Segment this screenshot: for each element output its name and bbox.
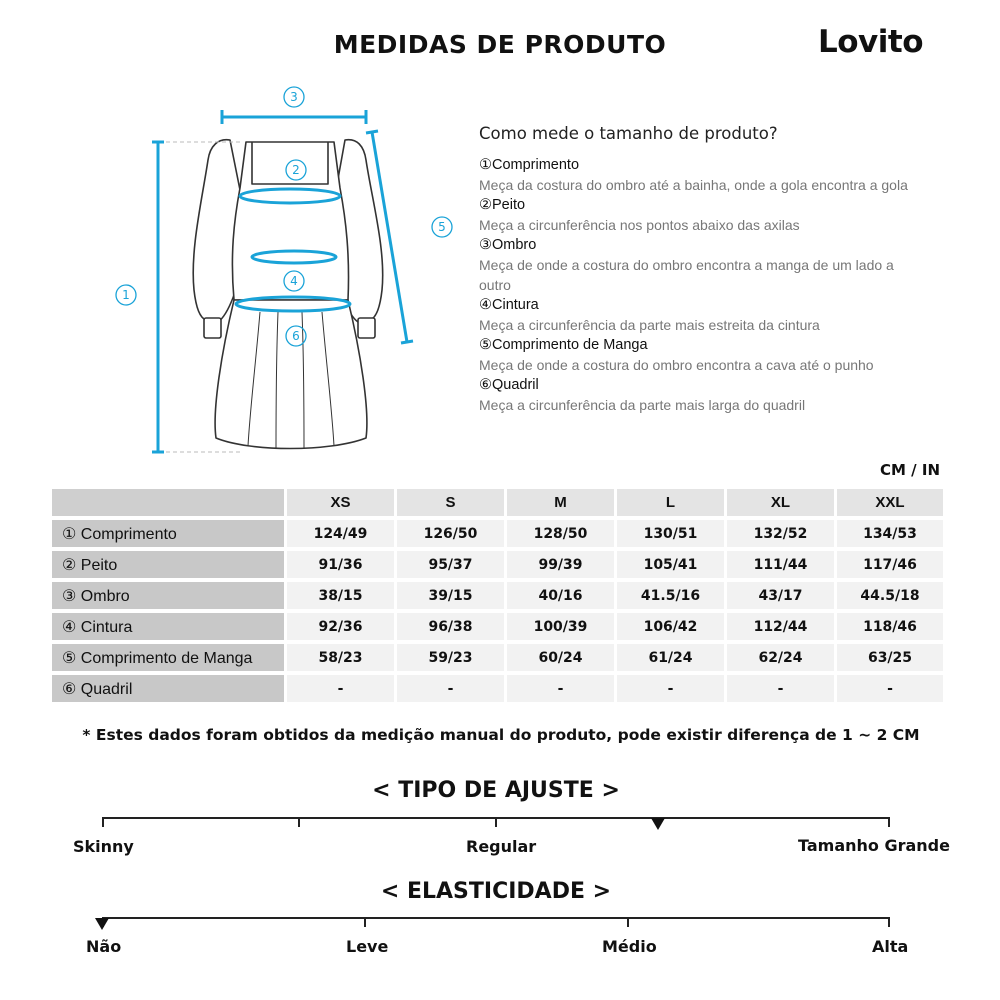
instruction-name: ⑤Comprimento de Manga xyxy=(479,337,648,353)
table-header-row xyxy=(52,489,946,520)
instruction-name: ②Peito xyxy=(479,197,526,213)
table-row xyxy=(52,520,946,551)
table-cell: 43/17 xyxy=(727,582,837,613)
dress-diagram xyxy=(90,80,460,470)
measurement-note: * Estes dados foram obtidos da medição manual do produto, pode existir diferença de 1 ~ 2 CM xyxy=(82,726,920,744)
table-cell: 112/44 xyxy=(727,613,837,644)
table-row xyxy=(52,675,946,706)
table-row xyxy=(52,582,946,613)
elasticity-scale-line xyxy=(102,917,890,919)
svg-text:4: 4 xyxy=(290,274,298,288)
row-label: ② Peito xyxy=(52,551,287,582)
table-cell: 117/46 xyxy=(837,551,946,582)
instruction-name: ⑥Quadril xyxy=(479,377,539,393)
table-cell: 44.5/18 xyxy=(837,582,946,613)
table-cell: 118/46 xyxy=(837,613,946,644)
table-cell: 96/38 xyxy=(397,613,507,644)
svg-text:6: 6 xyxy=(292,329,300,343)
row-label: ③ Ombro xyxy=(52,582,287,613)
table-cell: 124/49 xyxy=(287,520,397,551)
fit-tick xyxy=(888,817,890,827)
table-row xyxy=(52,644,946,675)
instructions-heading: Como mede o tamanho de produto? xyxy=(479,124,778,143)
table-cell: - xyxy=(837,675,946,706)
fit-marker-icon xyxy=(651,818,665,830)
table-corner-cell xyxy=(52,489,287,520)
table-cell: 134/53 xyxy=(837,520,946,551)
size-header: XL xyxy=(727,489,837,520)
row-label: ④ Cintura xyxy=(52,613,287,644)
table-cell: 58/23 xyxy=(287,644,397,675)
table-cell: 40/16 xyxy=(507,582,617,613)
table-cell: 106/42 xyxy=(617,613,727,644)
instruction-desc: Meça de onde a costura do ombro encontra a cava até o punho xyxy=(479,357,874,373)
instruction-name: ①Comprimento xyxy=(479,157,580,173)
elasticity-label-high: Alta xyxy=(872,937,909,956)
instruction-item xyxy=(479,155,919,195)
row-label: ⑤ Comprimento de Manga xyxy=(52,644,287,675)
elasticity-label-medium: Médio xyxy=(602,937,657,956)
fit-tick xyxy=(102,817,104,827)
size-header: XS xyxy=(287,489,397,520)
row-label: ① Comprimento xyxy=(52,520,287,551)
table-cell: 105/41 xyxy=(617,551,727,582)
table-cell: 91/36 xyxy=(287,551,397,582)
instruction-item xyxy=(479,195,919,235)
table-cell: - xyxy=(727,675,837,706)
table-cell: 59/23 xyxy=(397,644,507,675)
instruction-desc: Meça a circunferência nos pontos abaixo das axilas xyxy=(479,217,800,233)
svg-text:3: 3 xyxy=(290,90,298,104)
fit-title: < TIPO DE AJUSTE > xyxy=(372,778,620,803)
table-cell: 132/52 xyxy=(727,520,837,551)
instruction-item xyxy=(479,375,919,415)
size-header: S xyxy=(397,489,507,520)
instruction-name: ④Cintura xyxy=(479,297,539,313)
instruction-desc: Meça a circunferência da parte mais estreita da cintura xyxy=(479,317,820,333)
instruction-desc: Meça a circunferência da parte mais larga do quadril xyxy=(479,397,806,413)
row-label: ⑥ Quadril xyxy=(52,675,287,706)
elasticity-marker-icon xyxy=(95,918,109,930)
instruction-item xyxy=(479,295,919,335)
fit-tick xyxy=(298,817,300,827)
table-cell: - xyxy=(507,675,617,706)
table-cell: 95/37 xyxy=(397,551,507,582)
table-cell: 63/25 xyxy=(837,644,946,675)
instruction-item xyxy=(479,335,919,375)
size-header: M xyxy=(507,489,617,520)
measure-instructions xyxy=(479,124,919,415)
table-cell: 38/15 xyxy=(287,582,397,613)
table-cell: 99/39 xyxy=(507,551,617,582)
table-cell: 111/44 xyxy=(727,551,837,582)
table-row xyxy=(52,551,946,582)
table-cell: 39/15 xyxy=(397,582,507,613)
elasticity-label-none: Não xyxy=(86,937,122,956)
fit-tick xyxy=(495,817,497,827)
size-header: XXL xyxy=(837,489,946,520)
elasticity-tick xyxy=(888,917,890,927)
page-title: MEDIDAS DE PRODUTO xyxy=(333,30,667,59)
instruction-name: ③Ombro xyxy=(479,237,537,253)
table-cell: 128/50 xyxy=(507,520,617,551)
table-cell: - xyxy=(397,675,507,706)
table-cell: - xyxy=(287,675,397,706)
table-cell: 126/50 xyxy=(397,520,507,551)
table-row xyxy=(52,613,946,644)
svg-text:5: 5 xyxy=(438,220,446,234)
svg-text:2: 2 xyxy=(292,163,300,177)
table-cell: 92/36 xyxy=(287,613,397,644)
instruction-desc: Meça da costura do ombro até a bainha, onde a gola encontra a gola xyxy=(479,177,908,193)
table-cell: 100/39 xyxy=(507,613,617,644)
elasticity-label-light: Leve xyxy=(346,937,389,956)
fit-label-large: Tamanho Grande xyxy=(798,836,950,855)
elasticity-tick xyxy=(364,917,366,927)
size-header: L xyxy=(617,489,727,520)
instruction-desc: Meça de onde a costura do ombro encontra a manga de um lado a outro xyxy=(479,257,894,293)
svg-text:1: 1 xyxy=(122,288,130,302)
size-table xyxy=(52,489,946,706)
brand-logo: Lovito xyxy=(818,24,924,60)
fit-label-regular: Regular xyxy=(466,837,537,856)
table-cell: 62/24 xyxy=(727,644,837,675)
fit-label-skinny: Skinny xyxy=(73,837,134,856)
table-cell: 41.5/16 xyxy=(617,582,727,613)
table-cell: - xyxy=(617,675,727,706)
table-cell: 61/24 xyxy=(617,644,727,675)
table-cell: 60/24 xyxy=(507,644,617,675)
elasticity-tick xyxy=(627,917,629,927)
unit-label: CM / IN xyxy=(880,461,940,479)
elasticity-title: < ELASTICIDADE > xyxy=(380,879,612,904)
instruction-item xyxy=(479,235,919,295)
table-cell: 130/51 xyxy=(617,520,727,551)
